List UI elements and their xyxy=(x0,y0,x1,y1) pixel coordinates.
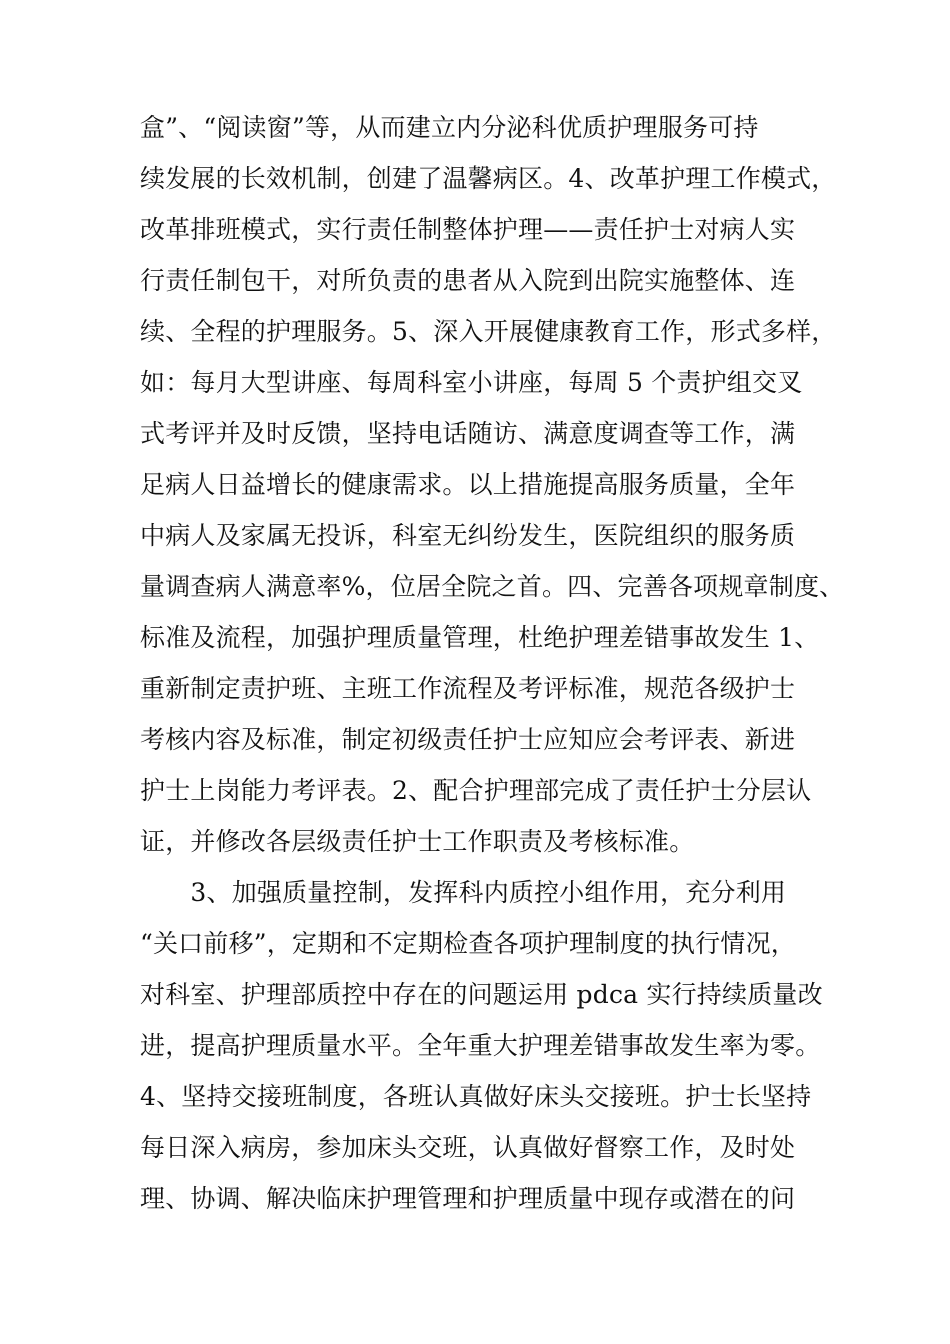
text-line-20: 4、坚持交接班制度，各班认真做好床头交接班。护士长坚持 xyxy=(140,1082,812,1111)
text-line-13: 考核内容及标准，制定初级责任护士应知应会考评表、新进 xyxy=(140,725,796,754)
text-line-2: 续发展的长效机制，创建了温馨病区。4、改革护理工作模式， xyxy=(140,164,837,193)
text-line-7: 式考评并及时反馈，坚持电话随访、满意度调查等工作，满 xyxy=(140,419,796,448)
text-line-3: 改革排班模式，实行责任制整体护理——责任护士对病人实 xyxy=(140,215,796,244)
text-line-8: 足病人日益增长的健康需求。以上措施提高服务质量，全年 xyxy=(140,470,796,499)
text-line-14: 护士上岗能力考评表。2、配合护理部完成了责任护士分层认 xyxy=(140,776,812,805)
text-line-21: 每日深入病房，参加床头交班，认真做好督察工作，及时处 xyxy=(140,1133,796,1162)
text-line-10: 量调查病人满意率%，位居全院之首。四、完善各项规章制度、 xyxy=(140,572,845,601)
text-line-5: 续、全程的护理服务。5、深入开展健康教育工作，形式多样， xyxy=(140,317,837,346)
text-line-12: 重新制定责护班、主班工作流程及考评标准，规范各级护士 xyxy=(140,674,796,703)
text-line-9: 中病人及家属无投诉，科室无纠纷发生，医院组织的服务质 xyxy=(140,521,796,550)
text-line-6: 如：每月大型讲座、每周科室小讲座，每周 5 个责护组交叉 xyxy=(140,368,803,397)
text-line-18: 对科室、护理部质控中存在的问题运用 pdca 实行持续质量改 xyxy=(140,980,823,1009)
text-line-4: 行责任制包干，对所负责的患者从入院到出院实施整体、连 xyxy=(140,266,796,295)
text-line-11: 标准及流程，加强护理质量管理，杜绝护理差错事故发生 1、 xyxy=(140,623,820,652)
body-text xyxy=(140,102,845,1224)
text-line-22: 理、协调、解决临床护理管理和护理质量中现存或潜在的问 xyxy=(140,1184,796,1213)
text-line-19: 进，提高护理质量水平。全年重大护理差错事故发生率为零。 xyxy=(140,1031,821,1060)
text-line-1: 盒”、“阅读窗”等，从而建立内分泌科优质护理服务可持 xyxy=(140,113,759,142)
text-line-16: 3、加强质量控制，发挥科内质控小组作用，充分利用 xyxy=(140,878,787,907)
text-line-15: 证，并修改各层级责任护士工作职责及考核标准。 xyxy=(140,827,695,856)
text-line-17: “关口前移”，定期和不定期检查各项护理制度的执行情况， xyxy=(140,929,796,958)
